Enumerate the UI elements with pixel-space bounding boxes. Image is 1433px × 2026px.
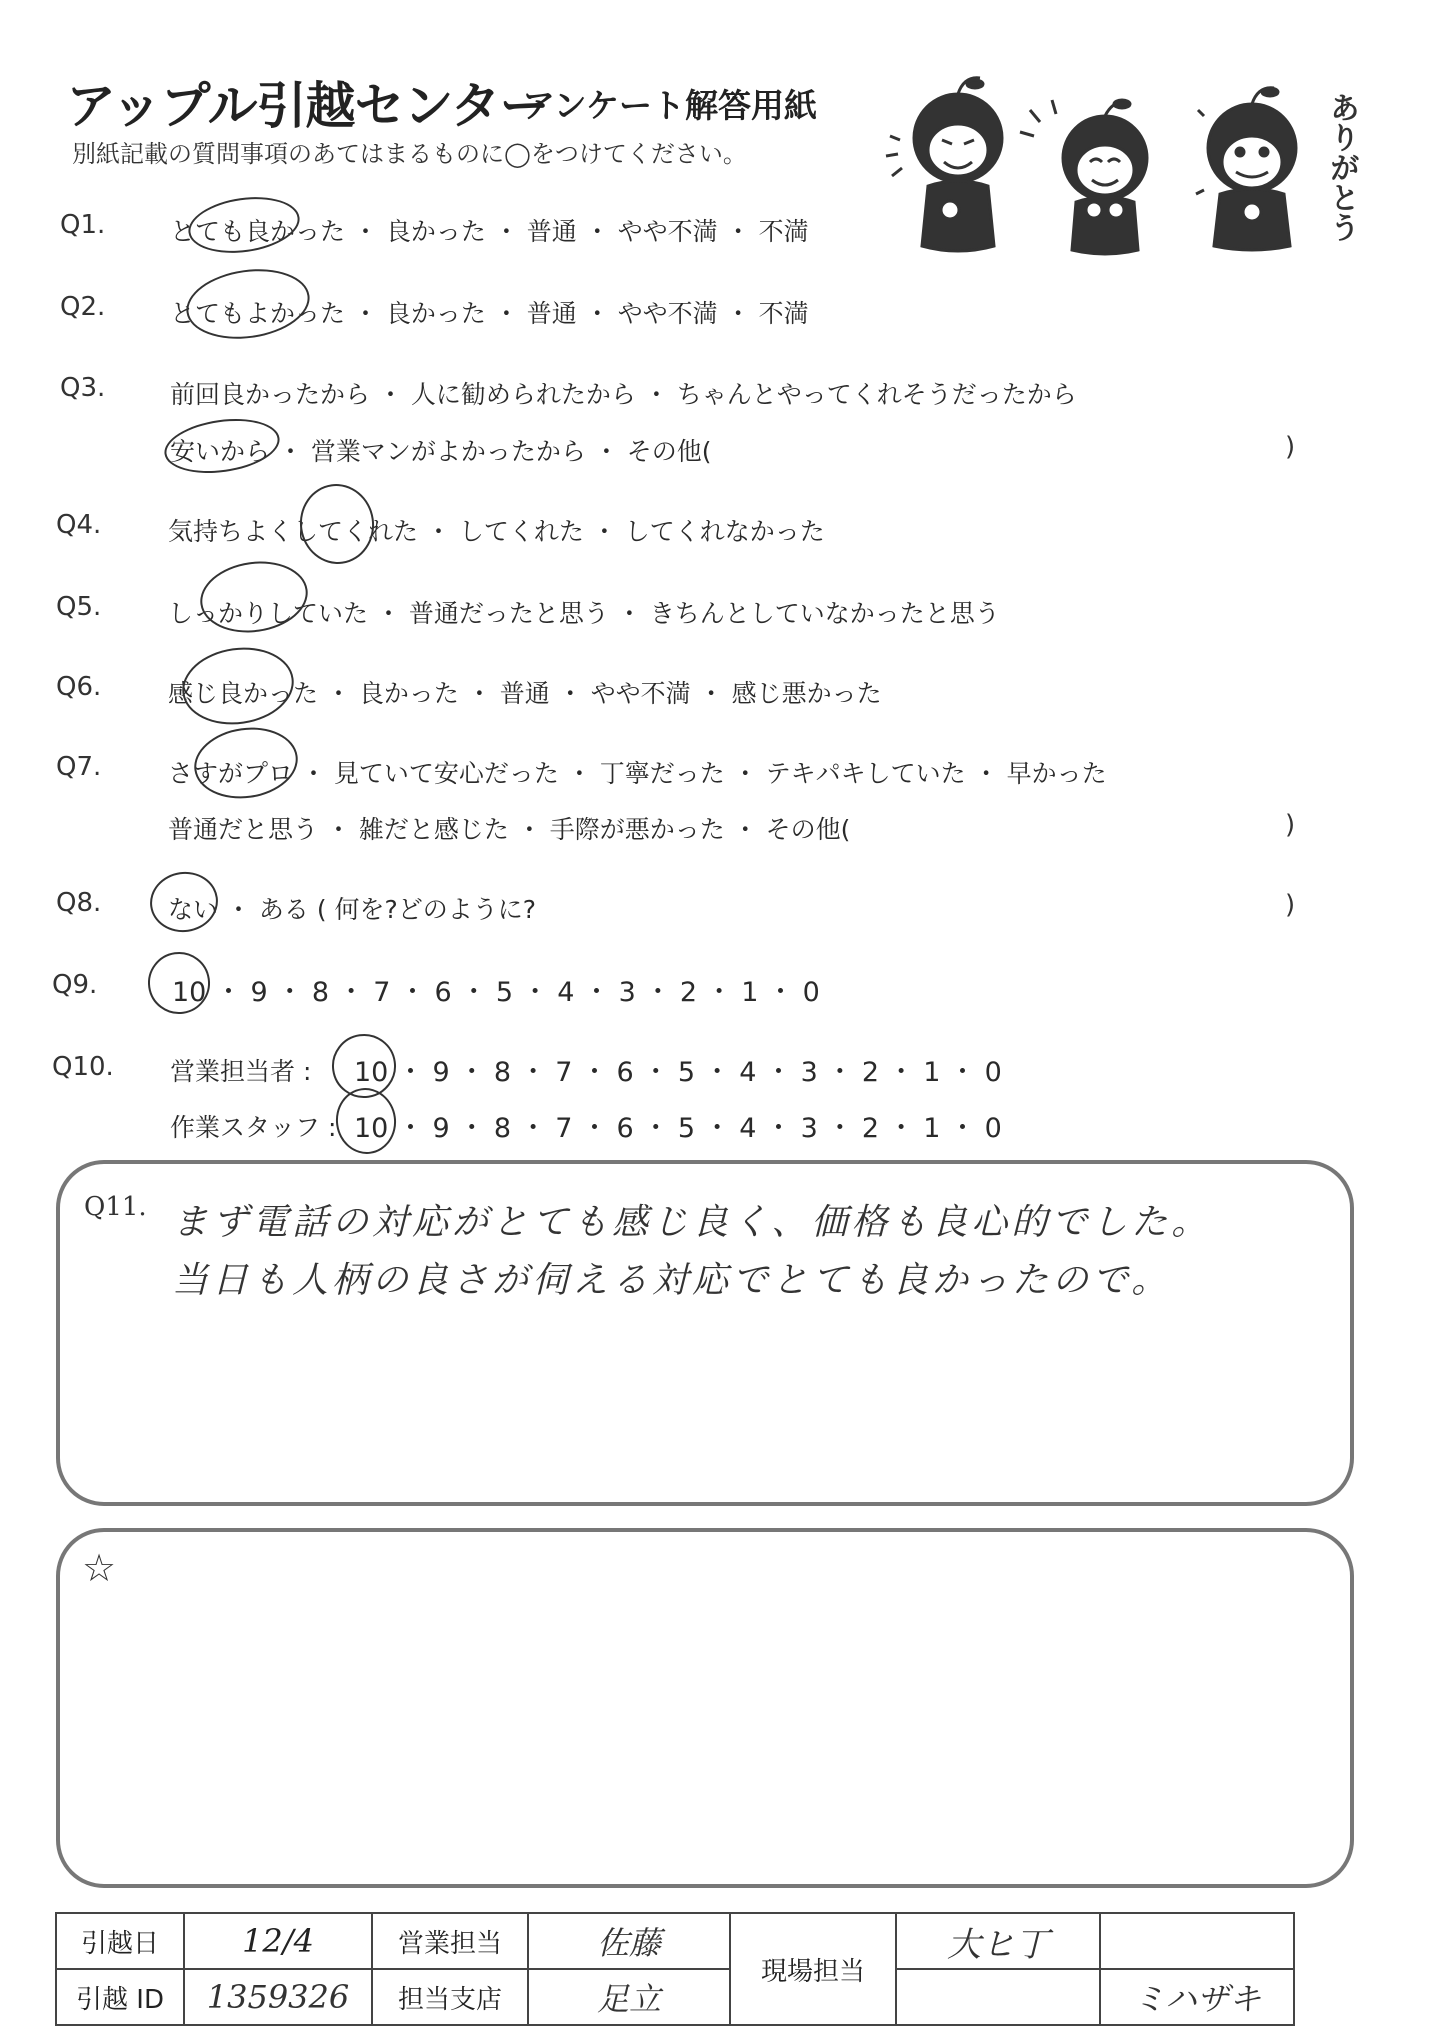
site-rep-empty-cell bbox=[1100, 1913, 1294, 1969]
q10-sales-scale: 10 ・ 9 ・ 8 ・ 7 ・ 6 ・ 5 ・ 4 ・ 3 ・ 2 ・ 1 ・ 0 bbox=[354, 1057, 1002, 1088]
q6-options: 感じ良かった ・ 良かった ・ 普通 ・ やや不満 ・ 感じ悪かった bbox=[168, 679, 882, 708]
move-id-label: 引越 ID bbox=[56, 1969, 184, 2025]
branch-value: 足立 bbox=[528, 1969, 730, 2025]
company-title: アップル引越センター bbox=[66, 77, 549, 135]
q10-staff-scale: 10 ・ 9 ・ 8 ・ 7 ・ 6 ・ 5 ・ 4 ・ 3 ・ 2 ・ 1 ・ 0 bbox=[354, 1113, 1002, 1144]
q3-options-line1: 前回良かったから ・ 人に勧められたから ・ ちゃんとやってくれそうだったから bbox=[170, 380, 1077, 409]
q6-answer-circle bbox=[177, 641, 298, 732]
sales-rep-label: 営業担当 bbox=[372, 1913, 528, 1969]
site-rep-label: 現場担当 bbox=[730, 1913, 896, 2025]
q3-paren-close: ) bbox=[1285, 432, 1296, 462]
q8-options: ない ・ ある ( 何を?どのように? bbox=[168, 895, 537, 924]
q10-sales-label: 営業担当者 : bbox=[170, 1057, 312, 1086]
mascot-monkey-icon bbox=[1020, 100, 1147, 254]
q3-answer-circle bbox=[161, 412, 283, 480]
q7-label: Q7. bbox=[56, 752, 102, 782]
q11-label: Q11. bbox=[84, 1192, 147, 1222]
q8-paren-close: ) bbox=[1285, 890, 1296, 920]
site-rep-empty-cell-2 bbox=[896, 1969, 1100, 2025]
mascot-illustration bbox=[880, 70, 1350, 260]
q7-options-line2: 普通だと思う ・ 雑だと感じた ・ 手際が悪かった ・ その他( bbox=[168, 815, 851, 844]
q10-label: Q10. bbox=[52, 1052, 114, 1082]
mascot-caption: ありがとう bbox=[1324, 92, 1359, 242]
q2-options: とてもよかった ・ 良かった ・ 普通 ・ やや不満 ・ 不満 bbox=[170, 299, 809, 328]
q4-answer-circle bbox=[295, 479, 379, 569]
star-icon: ☆ bbox=[82, 1546, 117, 1590]
move-info-table bbox=[55, 1912, 1295, 2026]
move-date-label: 引越日 bbox=[56, 1913, 184, 1969]
q3-options-line2: 安いから ・ 営業マンがよかったから ・ その他( bbox=[170, 437, 712, 466]
q9-scale: 10 ・ 9 ・ 8 ・ 7 ・ 6 ・ 5 ・ 4 ・ 3 ・ 2 ・ 1 ・ 0 bbox=[172, 977, 820, 1008]
q10-staff-label: 作業スタッフ : bbox=[170, 1113, 337, 1142]
q2-answer-circle bbox=[182, 262, 314, 347]
branch-label: 担当支店 bbox=[372, 1969, 528, 2025]
q3-label: Q3. bbox=[60, 373, 106, 403]
q5-options: しっかりしていた ・ 普通だったと思う ・ きちんとしていなかったと思う bbox=[168, 599, 1000, 628]
q4-options: 気持ちよくしてくれた ・ してくれた ・ してくれなかった bbox=[168, 517, 825, 546]
site-rep-value-2: ミハザキ bbox=[1100, 1969, 1294, 2025]
q7-answer-circle bbox=[190, 721, 303, 805]
site-rep-value-1: 大ヒ丁 bbox=[896, 1913, 1100, 1969]
q10-staff-answer-circle bbox=[332, 1084, 401, 1158]
move-date-value: 12/4 bbox=[184, 1913, 372, 1969]
q11-handwritten-line1: まず電話の対応がとても感じ良く、価格も良心的でした。 bbox=[172, 1202, 1212, 1243]
mascot-monkey-icon bbox=[886, 78, 1002, 251]
q1-options: とても良かった ・ 良かった ・ 普通 ・ やや不満 ・ 不満 bbox=[170, 217, 809, 246]
q8-label: Q8. bbox=[56, 888, 102, 918]
mascot-monkey-icon bbox=[1196, 88, 1296, 250]
q11-handwritten-line2: 当日も人柄の良さが伺える対応でとても良かったので。 bbox=[172, 1260, 1172, 1301]
q7-paren-close: ) bbox=[1285, 810, 1296, 840]
q4-label: Q4. bbox=[56, 510, 102, 540]
q2-label: Q2. bbox=[60, 292, 106, 322]
q11-comment-box bbox=[56, 1160, 1354, 1506]
form-subtitle: アンケート解答用紙 bbox=[522, 86, 818, 125]
q8-answer-circle bbox=[146, 868, 222, 937]
move-id-value: 1359326 bbox=[184, 1969, 372, 2025]
q1-label: Q1. bbox=[60, 210, 106, 240]
q7-options-line1: さすがプロ ・ 見ていて安心だった ・ 丁寧だった ・ テキパキしていた ・ 早かった bbox=[168, 759, 1107, 788]
sales-rep-value: 佐藤 bbox=[528, 1913, 730, 1969]
q1-answer-circle bbox=[185, 190, 303, 259]
q5-label: Q5. bbox=[56, 592, 102, 622]
form-instruction: 別紙記載の質問事項のあてはまるものに◯をつけてください。 bbox=[72, 140, 747, 168]
q6-label: Q6. bbox=[56, 672, 102, 702]
free-comment-box bbox=[56, 1528, 1354, 1888]
q9-label: Q9. bbox=[52, 970, 98, 1000]
